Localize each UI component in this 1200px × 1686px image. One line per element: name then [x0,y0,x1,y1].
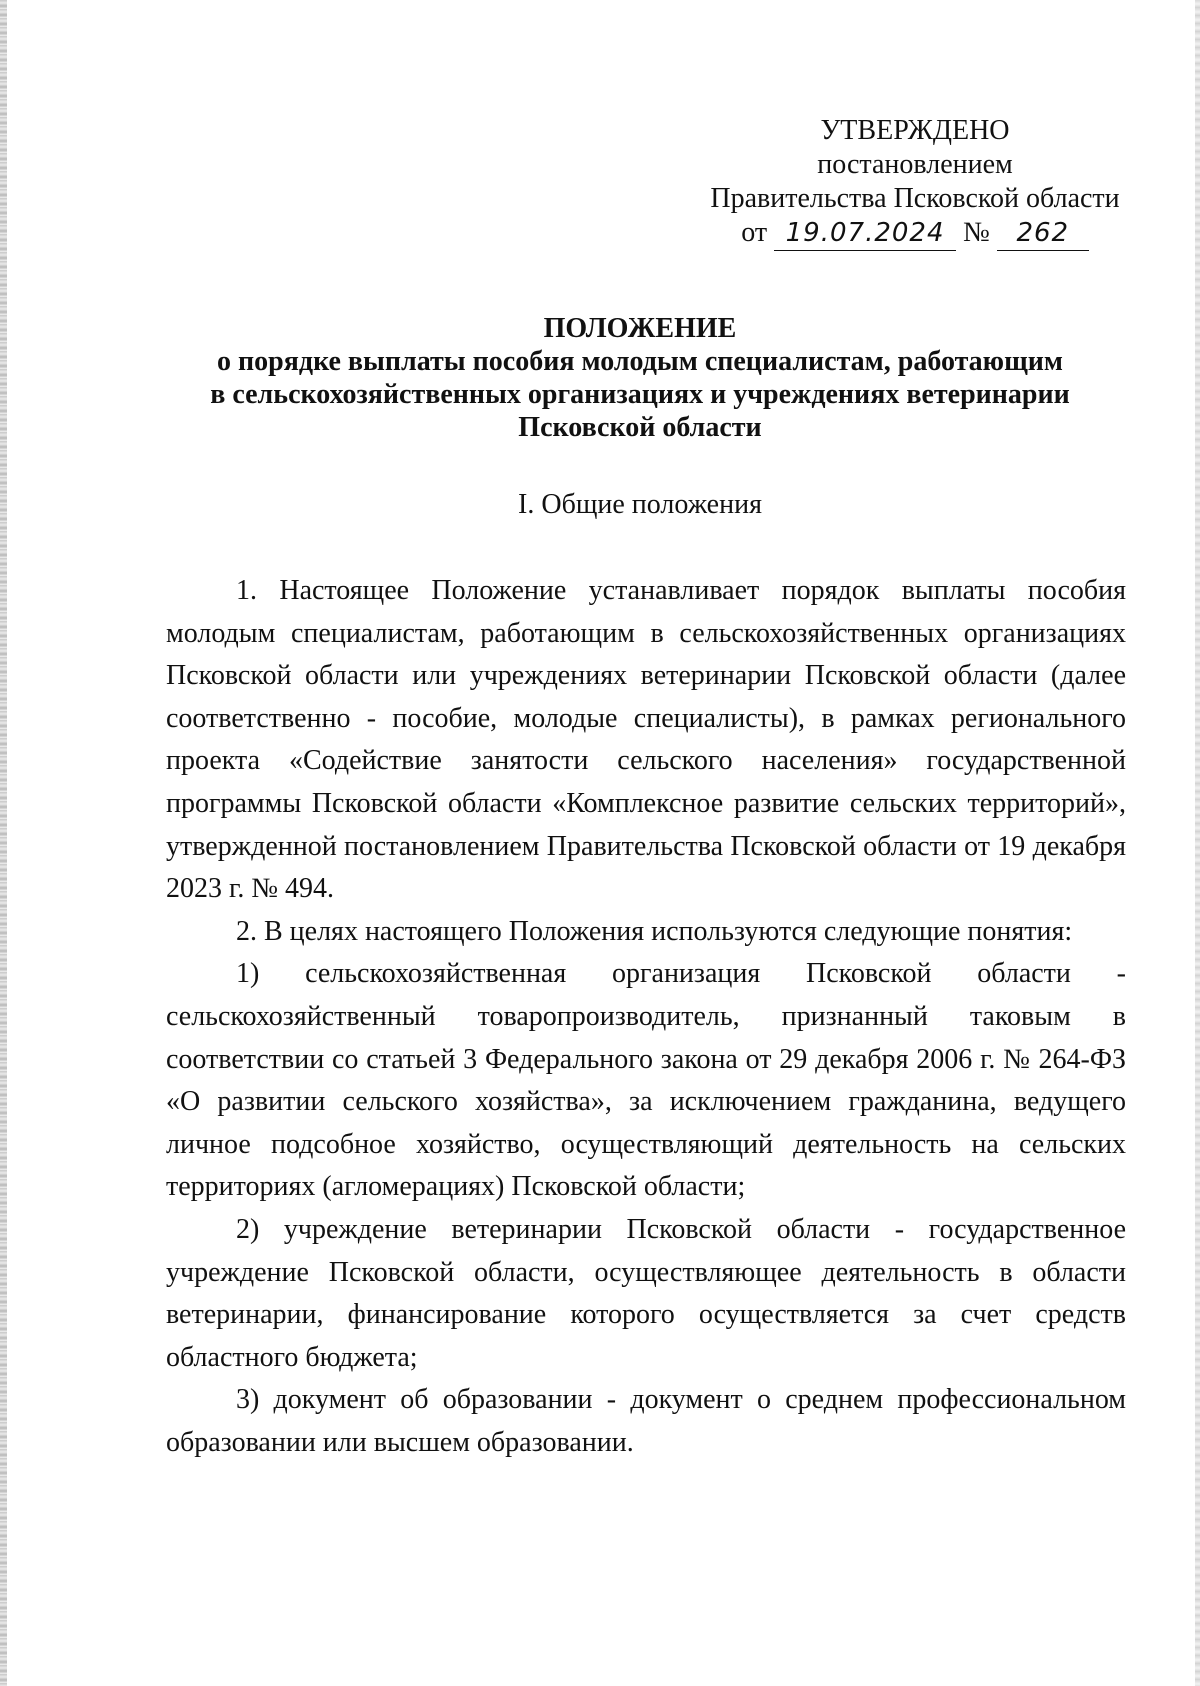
approval-date-number-line [700,216,1130,251]
approval-date-handwritten: 19.07.2024 [774,216,956,251]
approved-by-line-2: Правительства Псковской области [710,183,1120,214]
approved-by-line-1: постановлением [817,149,1013,180]
document-title-heading: ПОЛОЖЕНИЕ [543,313,737,344]
number-prefix: № [963,217,990,248]
date-prefix: от [741,217,768,248]
document-body [166,570,1126,1464]
document-title [130,312,1150,444]
section-heading: I. Общие положения [518,489,762,520]
paragraph-2-item-2: 2) учреждение ветеринарии Псковской области - государственное учреждение Псковской области, осуществляющее деятельность в области ветеринарии, финансирование которого осуществляется за счет средств областного бюджета; [166,1213,1126,1373]
document-subtitle-line-3: Псковской области [518,412,762,443]
approved-label: УТВЕРЖДЕНО [820,115,1010,146]
scan-edge-left [0,0,7,1686]
approval-number-handwritten: 262 [997,216,1089,251]
paragraph-2-item-1: 1) сельскохозяйственная организация Псковской области - сельскохозяйственный товаропроизводитель, признанный таковым в соответствии со статьей 3 Федерального закона от 29 декабря 2006 г. № 264-ФЗ «О развитии сельского хозяйства», за исключением гражданина, ведущего личное подсобное хозяйство, осуществляющий деятельность на сельских территориях (агломерациях) Псковской области; [166,958,1126,1203]
document-subtitle-line-2: в сельскохозяйственных организациях и учреждениях ветеринарии [210,379,1070,410]
scan-edge-right [1195,0,1200,1686]
paragraph-1: 1. Настоящее Положение устанавливает порядок выплаты пособия молодым специалистам, работающим в сельскохозяйственных организациях Псковской области или учреждениях ветеринарии Псковской области (далее соответственно - пособие, молодые специалисты), в рамках регионального проекта «Содействие занятости сельского населения» государственной программы Псковской области «Комплексное развитие сельских территорий», утвержденной постановлением Правительства Псковской области от 19 декабря 2023 г. № 494. [166,575,1126,905]
approval-stamp-block [700,114,1130,251]
paragraph-2-item-3: 3) документ об образовании - документ о среднем профессиональном образовании или высшем образовании. [166,1384,1126,1458]
paragraph-2: 2. В целях настоящего Положения используются следующие понятия: [236,915,1073,947]
document-subtitle-line-1: о порядке выплаты пособия молодым специалистам, работающим [217,346,1063,377]
